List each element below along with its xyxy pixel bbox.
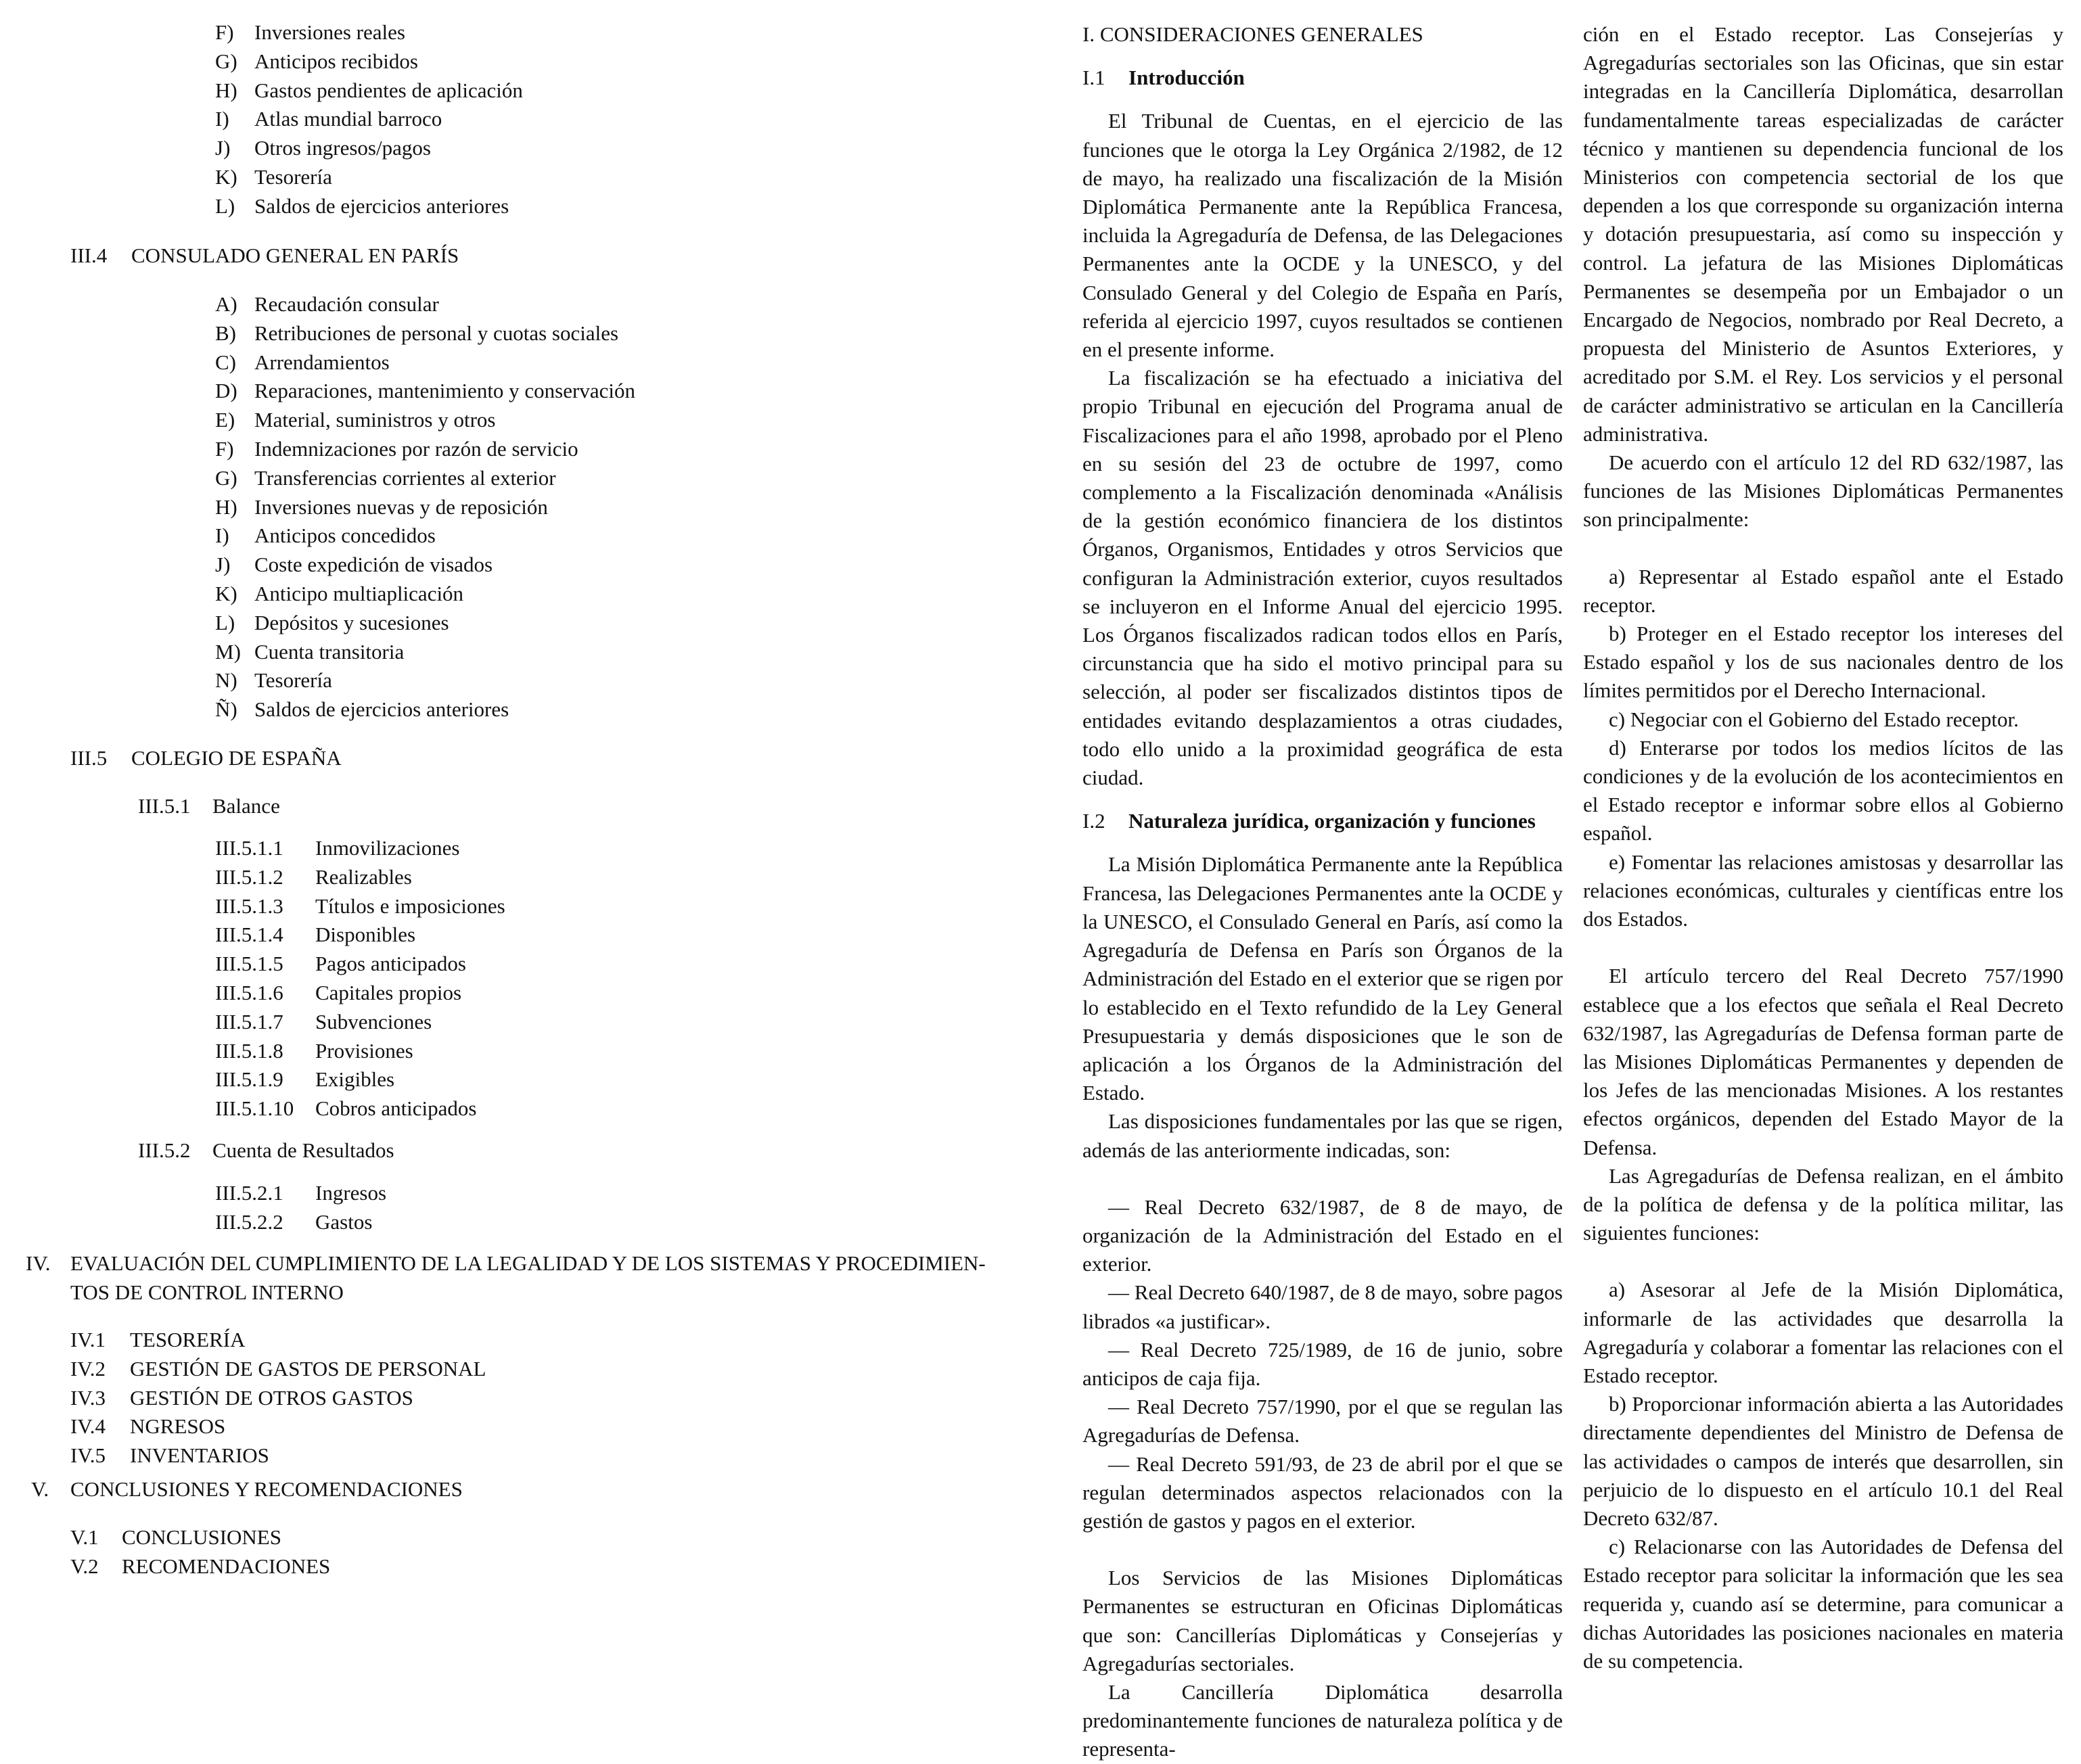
toc-text: GESTIÓN DE OTROS GASTOS: [130, 1385, 413, 1410]
defense-functions-list: [1583, 1276, 2063, 1675]
toc-label: IV.3: [70, 1385, 106, 1410]
toc-label: B): [215, 321, 236, 345]
toc-text: Transferencias corrientes al exterior: [254, 465, 556, 490]
toc-text: Tesorería: [254, 668, 332, 693]
toc-label: V.: [31, 1477, 49, 1501]
toc-label: III.5: [70, 746, 108, 770]
toc-label: IV.: [26, 1251, 51, 1275]
toc-label: III.5.1.1: [215, 836, 283, 860]
paragraph: Los Servicios de las Misiones Diplomáticas Permanentes se estructuran en Oficinas Diplomáticas que son: Cancillerías Diplomáticas y Consejerías y Agregadurías sectoriales.: [1082, 1566, 1563, 1675]
paragraph: Las Agregadurías de Defensa realizan, en el ámbito de la política de defensa y de la política militar, las siguientes funciones:: [1583, 1163, 2063, 1245]
right-column: [1583, 20, 2063, 1673]
toc-label: V.1: [70, 1525, 99, 1549]
toc-text: Balance: [212, 794, 280, 818]
list-item: c) Negociar con el Gobierno del Estado receptor.: [1609, 707, 2019, 731]
toc-label: K): [215, 581, 237, 605]
list-item: a) Representar al Estado español ante el Estado receptor.: [1583, 564, 2063, 617]
toc-label: L): [215, 610, 235, 634]
toc-label: III.5.1.7: [215, 1009, 283, 1034]
toc-label: III.5.1.3: [215, 893, 283, 918]
toc-label: III.5.2.1: [215, 1181, 283, 1205]
paragraph: El Tribunal de Cuentas, en el ejercicio de las funciones que le otorga la Ley Orgánica 2/1982, de 12 de mayo, ha realizado una fiscalización de la Misión Diplomática Permanente ante la República Francesa, incluida la Agregaduría de Defensa, de las Delegaciones Permanentes ante la OCDE y la UNESCO, y del Consulado General y del Colegio de España en París, referida al ejercicio 1997, cuyos resultados se contienen en el presente informe.: [1082, 109, 1563, 362]
toc-text: Cobros anticipados: [315, 1096, 477, 1121]
heading-naturaleza: [1082, 807, 1563, 835]
toc-text: CONCLUSIONES: [122, 1525, 281, 1549]
decree-list: [1082, 1193, 1563, 1535]
toc-label: I): [215, 524, 229, 548]
list-item: b) Proteger en el Estado receptor los intereses del Estado español y los de sus nacionales dentro de los límites permitidos por el Derecho Internacional.: [1583, 622, 2063, 703]
toc-text: Exigibles: [315, 1067, 395, 1092]
toc-label: N): [215, 668, 237, 693]
toc-text: Anticipos recibidos: [254, 49, 418, 73]
functions-list: [1583, 563, 2063, 934]
list-item: — Real Decreto 725/1989, de 16 de junio, sobre anticipos de caja fija.: [1082, 1337, 1563, 1390]
toc-label: Ñ): [215, 697, 237, 722]
section-title: I. CONSIDERACIONES GENERALES: [1082, 22, 1423, 46]
heading-text: Naturaleza jurídica, organización y funciones: [1128, 809, 1536, 833]
toc-text: Saldos de ejercicios anteriores: [254, 697, 509, 722]
toc-text: TESORERÍA: [130, 1328, 246, 1351]
toc-text: Subvenciones: [315, 1009, 432, 1034]
list-item: c) Relacionarse con las Autoridades de Defensa del Estado receptor para solicitar la información que les sea requerida y, cuando así se determine, para comunicar a dichas Autoridades las posiciones nacionales en materia de su competencia.: [1583, 1535, 2063, 1673]
toc-text: CONSULADO GENERAL EN PARÍS: [131, 243, 459, 267]
toc-text: Realizables: [315, 864, 412, 889]
toc-label: III.5.1.8: [215, 1038, 283, 1063]
left-page-toc: [0, 0, 1055, 1609]
toc-text: Inmovilizaciones: [315, 836, 460, 860]
toc-text: Anticipo multiaplicación: [254, 581, 464, 605]
toc-label: K): [215, 164, 237, 189]
toc-text: CONCLUSIONES Y RECOMENDACIONES: [70, 1477, 463, 1501]
toc-label: IV.2: [70, 1356, 106, 1380]
toc-text: Cuenta de Resultados: [212, 1138, 394, 1162]
toc-text: Gastos: [315, 1209, 373, 1234]
toc-label: III.5.2: [138, 1138, 191, 1162]
toc-text: RECOMENDACIONES: [122, 1554, 331, 1578]
toc-label: V.2: [70, 1554, 99, 1578]
toc-label: H): [215, 78, 237, 102]
toc-label: III.5.2.2: [215, 1209, 283, 1234]
toc-text: Títulos e imposiciones: [315, 893, 505, 918]
toc-text: Retribuciones de personal y cuotas sociales: [254, 321, 619, 345]
toc-label: IV.4: [70, 1414, 106, 1439]
toc-label: F): [215, 20, 234, 44]
toc-text: Atlas mundial barroco: [254, 107, 442, 131]
list-item: a) Asesorar al Jefe de la Misión Diplomática, informarle de las actividades que desarrolla la Agregaduría y colaborar a fomentar las relaciones con el Estado receptor.: [1583, 1278, 2063, 1387]
toc-text: Inversiones reales: [254, 20, 405, 44]
toc-label: IV.1: [70, 1328, 106, 1351]
paragraph: De acuerdo con el artículo 12 del RD 632/1987, las funciones de las Misiones Diplomáticas Permanentes son principalmente:: [1583, 450, 2063, 532]
toc-label: J): [215, 553, 231, 577]
paragraph: El artículo tercero del Real Decreto 757/1990 establece que a los efectos que señala el Real Decreto 632/1987, las Agregadurías de Defensa forman parte de las Misiones Diplomáticas Permanentes y dependen de los Jefes de las mencionadas Misiones. A los restantes efectos orgánicos, dependen del Estado Mayor de la Defensa.: [1583, 964, 2063, 1159]
toc-label: J): [215, 136, 231, 160]
paragraph: Las disposiciones fundamentales por las que se rigen, además de las anteriormente indicadas, son:: [1082, 1109, 1563, 1162]
heading-number: I.1: [1082, 66, 1105, 90]
toc-text: Inversiones nuevas y de reposición: [254, 494, 548, 519]
toc-label: III.4: [70, 243, 108, 267]
middle-column: [1082, 20, 1563, 1761]
toc-label: D): [215, 379, 237, 403]
toc-text: Indemnizaciones por razón de servicio: [254, 436, 578, 461]
toc-text: Capitales propios: [315, 980, 462, 1004]
toc-text: Anticipos concedidos: [254, 524, 436, 548]
toc-label: E): [215, 408, 235, 432]
toc-label: M): [215, 639, 241, 664]
toc-text: GESTIÓN DE GASTOS DE PERSONAL: [130, 1356, 486, 1380]
toc-text: Depósitos y sucesiones: [254, 610, 449, 634]
toc-label: III.5.1.4: [215, 923, 283, 947]
toc-text: Arrendamientos: [254, 350, 390, 374]
toc-text: Material, suministros y otros: [254, 408, 496, 432]
toc-text: Otros ingresos/pagos: [254, 136, 431, 160]
toc-text: Disponibles: [315, 923, 416, 947]
paragraph: La fiscalización se ha efectuado a iniciativa del propio Tribunal en ejecución del Programa anual de Fiscalizaciones para el año 1998, aprobado por el Pleno en su sesión del 23 de octubre de 1997, como complemento a la Fiscalización denominada «Análisis de la gestión económico financiera de los distintos Órganos, Organismos, Entidades y otros Servicios que configuran la Administración exterior, cuyos resultados se incluyeron en el Informe Anual del ejercicio 1995. Los Órganos fiscalizados radican todos ellos en París, circunstancia que ha sido el motivo principal para su selección, al poder ser fiscalizados distintos tipos de entidades evitando desplazamientos a otras ciudades, todo ello unido a la proximidad geográfica de esta ciudad.: [1082, 366, 1563, 790]
toc-label: III.5.1.5: [215, 952, 283, 976]
heading-introduccion: [1082, 64, 1563, 92]
toc-text: Recaudación consular: [254, 292, 439, 316]
toc-text: Coste expedición de visados: [254, 553, 493, 577]
list-item: — Real Decreto 640/1987, de 8 de mayo, sobre pagos librados «a justificar».: [1082, 1280, 1563, 1333]
toc-text: Tesorería: [254, 164, 332, 189]
list-item: b) Proporcionar información abierta a las Autoridades directamente dependientes del Ministro de Defensa de las actividades o campos de interés que desarrollen, sin perjuicio de lo dispuesto en el artículo 10.1 del Real Decreto 632/87.: [1583, 1392, 2063, 1530]
toc-text: COLEGIO DE ESPAÑA: [131, 746, 342, 770]
list-item: — Real Decreto 591/93, de 23 de abril por el que se regulan determinados aspectos relacionados con la gestión de gastos y pagos en el exterior.: [1082, 1452, 1563, 1533]
toc-text: EVALUACIÓN DEL CUMPLIMIENTO DE LA LEGALIDAD Y DE LOS SISTEMAS Y PROCEDIMIEN-: [70, 1251, 986, 1275]
toc-label: G): [215, 49, 237, 73]
toc-label: III.5.1.9: [215, 1067, 283, 1092]
toc-label: I): [215, 107, 229, 131]
list-item: — Real Decreto 632/1987, de 8 de mayo, de organización de la Administración del Estado en el exterior.: [1082, 1194, 1563, 1276]
toc-label: III.5.1.6: [215, 980, 283, 1004]
toc-label: G): [215, 465, 237, 490]
toc-label: L): [215, 193, 235, 218]
toc-label: H): [215, 494, 237, 519]
toc-text: Saldos de ejercicios anteriores: [254, 193, 509, 218]
paragraph: La Misión Diplomática Permanente ante la República Francesa, las Delegaciones Permanentes ante la OCDE y la UNESCO, el Consulado General en París, así como la Agregaduría de Defensa en París son Órganos de la Administración del Estado en el exterior que se rigen por lo establecido en el Texto refundido de la Ley General Presupuestaria y demás disposiciones que le son de aplicación a los Órganos de la Administración del Estado.: [1082, 852, 1563, 1105]
toc-text: Reparaciones, mantenimiento y conservación: [254, 379, 635, 403]
toc-text: Gastos pendientes de aplicación: [254, 78, 523, 102]
toc-label: C): [215, 350, 236, 374]
toc-label: III.5.1.10: [215, 1096, 294, 1121]
toc-text: Cuenta transitoria: [254, 639, 405, 664]
toc-label: A): [215, 292, 237, 316]
toc-text: TOS DE CONTROL INTERNO: [70, 1280, 344, 1304]
toc-label: IV.5: [70, 1443, 106, 1468]
toc-label: F): [215, 436, 234, 461]
heading-number: I.2: [1082, 809, 1105, 833]
list-item: e) Fomentar las relaciones amistosas y desarrollar las relaciones económicas, culturales y científicas entre los dos Estados.: [1583, 850, 2063, 931]
toc-text: INVENTARIOS: [130, 1443, 269, 1468]
list-item: — Real Decreto 757/1990, por el que se regulan las Agregadurías de Defensa.: [1082, 1395, 1563, 1447]
toc-text: Provisiones: [315, 1038, 413, 1063]
list-item: d) Enterarse por todos los medios lícitos de las condiciones y de la evolución de los acontecimientos en el Estado receptor e informar sobre ellos al Gobierno español.: [1583, 735, 2063, 845]
heading-text: Introducción: [1128, 66, 1245, 90]
toc-label: III.5.1: [138, 794, 191, 818]
toc-label: III.5.1.2: [215, 864, 283, 889]
paragraph: ción en el Estado receptor. Las Consejerías y Agregadurías sectoriales son las Oficinas, que sin estar integradas en la Cancillería Diplomática, desarrollan fundamentalmente tareas especializadas de carácter técnico y mantienen su dependencia funcional de los Ministerios con competencia sectorial de los que dependen a los que corresponde su organización interna y dotación presupuestaria, así como su inspección y control. La jefatura de las Misiones Diplomáticas Permanentes se desempeña por un Embajador o un Encargado de Negocios, nombrado por Real Decreto, a propuesta del Ministerio de Asuntos Exteriores, y acreditado por S.M. el Rey. Los servicios y el personal de carácter administrativo se articulan en la Cancillería administrativa.: [1583, 22, 2063, 446]
toc-text: NGRESOS: [130, 1414, 226, 1439]
toc-text: Ingresos: [315, 1181, 387, 1205]
toc-text: Pagos anticipados: [315, 952, 466, 976]
paragraph: La Cancillería Diplomática desarrolla predominantemente funciones de naturaleza política y de representa-: [1082, 1679, 1563, 1761]
